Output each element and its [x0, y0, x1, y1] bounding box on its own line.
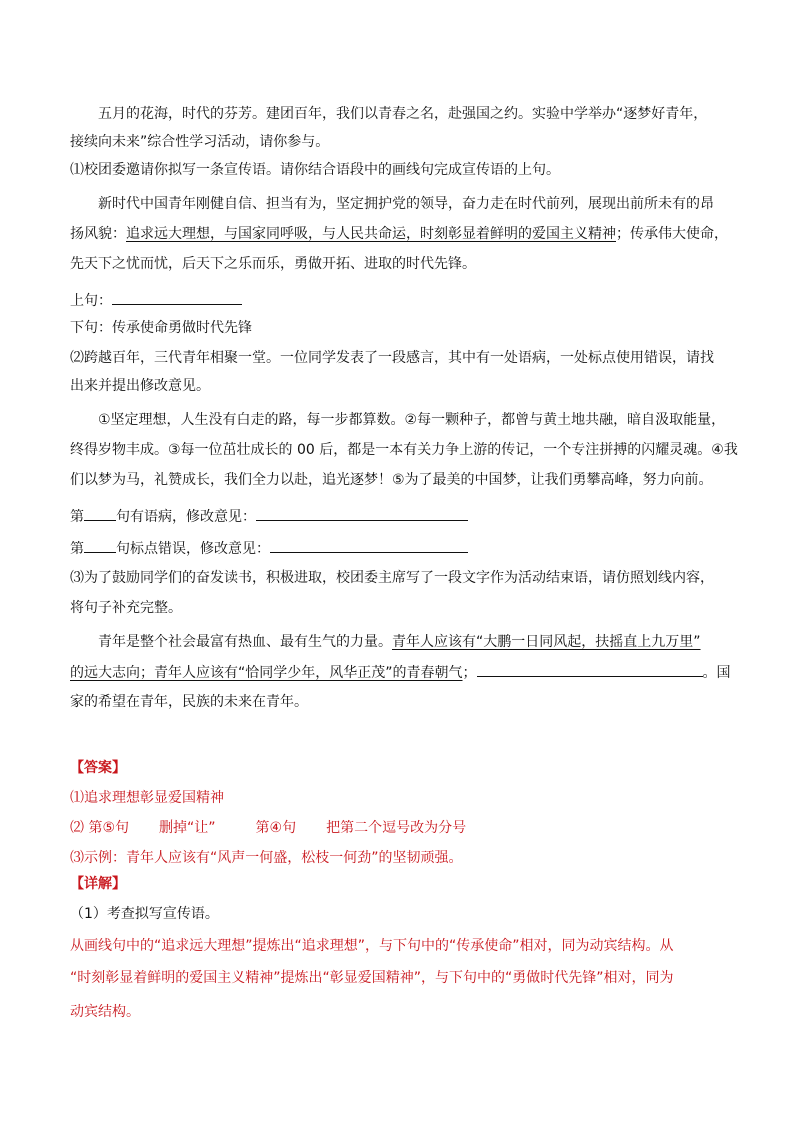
answer-3: ⑶示例：青年人应该有“风声一何盛，松枝一何劲”的坚韧顽强。 [70, 850, 463, 866]
q3-answer-blank[interactable] [477, 662, 703, 677]
q1-text-line-1: 新时代中国青年刚健自信、担当有为，坚定拥护党的领导，奋力走在时代前列，展现出前所未有的昂 [98, 196, 714, 212]
explain-1-line-2: “时刻彰显着鲜明的爱国主义精神”提炼出“彰显爱国精神”，与下句中的“勇做时代先锋”相对，同为 [70, 970, 674, 986]
q3-prompt-2: 将句子补充完整。 [70, 600, 182, 616]
answer-2-part-1: ⑵ 第⑤句 [70, 820, 130, 836]
q2-blank-line-2 [70, 538, 468, 559]
q2-revision-blank-2[interactable] [270, 538, 468, 553]
explain-1-title: （1）考查拟写宣传语。 [70, 906, 219, 922]
q3-period: 。 [702, 665, 717, 681]
q3-underlined-part-2: 的远大志向；青年人应该有“恰同学少年，风华正茂”的青春朝气 [70, 665, 463, 681]
explain-heading: 【详解】 [70, 876, 126, 892]
q2-sentence-number-blank-2[interactable] [84, 538, 116, 553]
q1-upper-label: 上句： [70, 293, 112, 309]
explain-1-line-3: 动宾结构。 [70, 1004, 140, 1020]
answer-2-part-3: 第④句 [255, 820, 297, 836]
q1-text-line-3: 先天下之忧而忧，后天下之乐而乐，勇做开拓、进取的时代先锋。 [70, 256, 476, 272]
q3-text-lead: 青年是整个社会最富有热血、最有生气的力量。 [98, 634, 392, 650]
q3-text-line-3: 家的希望在青年，民族的未来在青年。 [70, 694, 308, 710]
q2-blank1-post: 句有语病，修改意见： [116, 509, 256, 525]
q2-prompt-1: ⑵跨越百年，三代青年相聚一堂。一位同学发表了一段感言，其中有一处语病，一处标点使用错误，请找 [70, 350, 714, 366]
q2-blank2-post: 句标点错误，修改意见： [116, 541, 270, 557]
q1-text-line-2 [70, 224, 728, 244]
q3-text-line-2 [70, 662, 731, 683]
q2-text-line-3: 们以梦为马，礼赞成长，我们全力以赴，追光逐梦！⑤为了最美的中国梦，让我们勇攀高峰，努力向前。 [70, 472, 713, 488]
answer-1: ⑴追求理想彰显爱国精神 [70, 790, 224, 806]
q3-semicolon: ； [462, 665, 477, 681]
q2-sentence-number-blank-1[interactable] [84, 506, 116, 521]
explain-1-line-1: 从画线句中的“追求远大理想”提炼出“追求理想”，与下句中的“传承使命”相对，同为动宾结构。从 [70, 938, 674, 954]
q3-wrap-char: 国 [716, 665, 731, 681]
q2-revision-blank-1[interactable] [256, 506, 468, 521]
q3-underlined-part-1: 青年人应该有“大鹏一日同风起，扶摇直上九万里” [392, 634, 701, 650]
q1-upper-blank[interactable] [112, 290, 242, 305]
q2-blank1-pre: 第 [70, 509, 84, 525]
q1-prompt: ⑴校团委邀请你拟写一条宣传语。请你结合语段中的画线句完成宣传语的上句。 [70, 162, 560, 178]
answer-2-part-2: 删掉“让” [159, 820, 216, 836]
q2-prompt-2: 出来并提出修改意见。 [70, 378, 210, 394]
q1-underlined-sentence: 追求远大理想，与国家同呼吸，与人民共命运，时刻彰显着鲜明的爱国主义精神 [126, 226, 616, 242]
q2-text-line-2: 终得岁物丰成。③每一位茁壮成长的 00 后，都是一本有关力争上游的传记，一个专注拼搏的闪耀灵魂。④我 [70, 442, 738, 458]
intro-line-1: 五月的花海，时代的芬芳。建团百年，我们以青春之名，赴强国之约。实验中学举办“逐梦好青年， [98, 106, 708, 122]
q1-lower-line: 下句：传承使命勇做时代先锋 [70, 320, 252, 336]
intro-line-2: 接续向未来”综合性学习活动，请你参与。 [70, 134, 330, 150]
answer-2-part-4: 把第二个逗号改为分号 [326, 820, 467, 836]
q1-text-tail: ；传承伟大使命， [616, 226, 728, 242]
q1-upper-line [70, 290, 242, 311]
answer-2 [70, 818, 466, 838]
q2-blank-line-1 [70, 506, 468, 527]
q2-blank2-pre: 第 [70, 541, 84, 557]
q2-text-line-1: ①坚定理想，人生没有白走的路，每一步都算数。②每一颗种子，都曾与黄土地共融，暗自汲取能量， [98, 412, 726, 428]
q3-text-line-1 [70, 632, 701, 652]
answer-heading: 【答案】 [70, 760, 126, 776]
q3-prompt-1: ⑶为了鼓励同学们的奋发读书，积极进取，校团委主席写了一段文字作为活动结束语，请仿照划线内容， [70, 570, 714, 586]
q1-text-lead: 扬风貌： [70, 226, 126, 242]
